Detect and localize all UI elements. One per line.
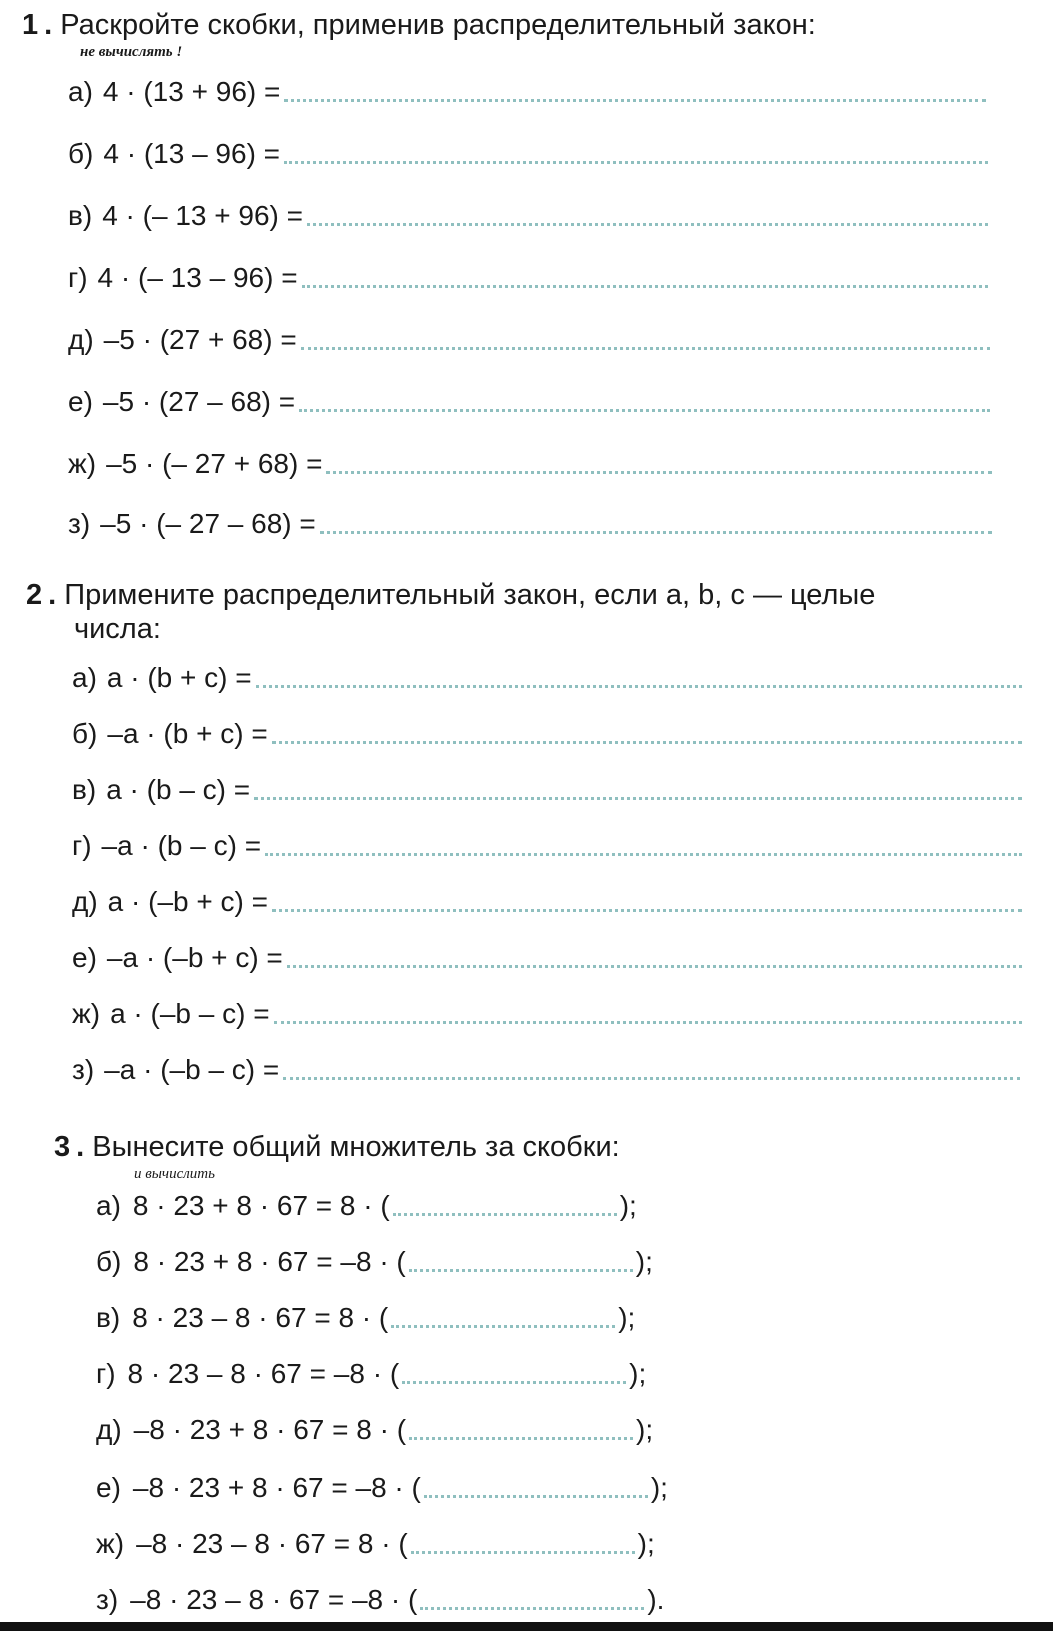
item-expression: 8 · 23 – 8 · 67 = 8 · ( [132,1302,389,1333]
item-label: в) [96,1302,121,1333]
task1-title-text: Раскройте скобки, применив распределительный закон: [60,9,816,41]
answer-line[interactable] [302,285,988,288]
answer-line[interactable] [283,1077,1020,1080]
task1-item-b [68,134,988,170]
task3-title-text: Вынесите общий множитель за скобки: [92,1131,620,1163]
item-end: ); [650,1472,668,1503]
item-expression: 4 · (– 13 + 96) = [102,200,303,231]
task1-item-v [68,196,988,232]
task3-note: и вычислить [134,1166,215,1182]
item-expression: 4 · (13 + 96) = [102,76,281,107]
item-label: д) [96,1414,122,1445]
answer-line[interactable] [391,1325,615,1328]
item-expression: –5 · (27 – 68) = [102,386,296,417]
item-label: в) [72,774,97,805]
answer-line[interactable] [326,471,992,474]
item-end: ); [636,1414,654,1445]
task1-item-g [68,258,988,294]
task1-item-e [68,382,990,418]
answer-line[interactable] [301,347,990,350]
task3-item-d [96,1410,653,1446]
answer-line[interactable] [254,797,1022,800]
item-expression: –8 · 23 + 8 · 67 = –8 · ( [132,1472,421,1503]
item-expression: a · (–b + c) = [107,886,268,917]
answer-line[interactable] [272,741,1022,744]
task2-item-z [72,1050,1020,1086]
item-label: б) [72,718,98,749]
item-end: ); [635,1246,653,1277]
item-expression: –5 · (27 + 68) = [103,324,297,355]
item-expression: 8 · 23 – 8 · 67 = –8 · ( [127,1358,400,1389]
task1-item-z [68,504,992,540]
item-label: б) [96,1246,122,1277]
item-label: а) [68,76,93,107]
task2-item-e [72,938,1022,974]
task3-item-a [96,1186,637,1222]
item-label: д) [68,324,94,355]
item-end: ); [637,1528,655,1559]
item-label: ж) [72,998,101,1029]
item-expression: 8 · 23 + 8 · 67 = 8 · ( [132,1190,390,1221]
task1-item-a [68,72,986,108]
answer-line[interactable] [299,409,990,412]
task1-number: 1 [22,9,39,41]
task3-item-g [96,1354,646,1390]
task3-number: 3 [54,1131,71,1163]
item-label: е) [96,1472,121,1503]
answer-line[interactable] [307,223,988,226]
item-expression: 4 · (– 13 – 96) = [97,262,298,293]
item-expression: –8 · 23 – 8 · 67 = 8 · ( [136,1528,408,1559]
task1-title: 1 . Раскройте скобки, применив распределительный закон: [22,9,816,41]
answer-line[interactable] [409,1269,633,1272]
answer-line[interactable] [284,161,988,164]
item-expression: –a · (b + c) = [107,718,268,749]
item-label: ж) [96,1528,125,1559]
answer-line[interactable] [393,1213,617,1216]
item-label: е) [68,386,93,417]
item-label: г) [96,1358,116,1389]
item-expression: –a · (b – c) = [101,830,262,861]
item-expression: –a · (–b – c) = [104,1054,280,1085]
item-expression: –a · (–b + c) = [106,942,283,973]
task2-number: 2 [26,579,43,611]
item-end: ); [629,1358,647,1389]
answer-line[interactable] [424,1495,648,1498]
item-label: в) [68,200,93,231]
task3-item-b [96,1242,653,1278]
answer-line[interactable] [287,965,1022,968]
item-expression: 8 · 23 + 8 · 67 = –8 · ( [133,1246,406,1277]
task2-item-a [72,658,1022,694]
item-end: ). [647,1584,665,1615]
item-label: з) [72,1054,95,1085]
answer-line[interactable] [265,853,1022,856]
task3-item-v [96,1298,635,1334]
task3-item-e [96,1468,668,1504]
task2-item-b [72,714,1022,750]
item-expression: –8 · 23 – 8 · 67 = –8 · ( [130,1584,418,1615]
item-label: а) [96,1190,121,1221]
item-label: з) [96,1584,119,1615]
answer-line[interactable] [256,685,1022,688]
item-expression: –5 · (– 27 – 68) = [100,508,316,539]
task3-title: 3 . Вынесите общий множитель за скобки: [54,1131,620,1163]
task2-item-g [72,826,1022,862]
answer-line[interactable] [402,1381,626,1384]
answer-line[interactable] [320,531,992,534]
item-label: г) [68,262,88,293]
page-bottom-edge [0,1622,1053,1631]
task1-item-zh [68,444,992,480]
task2-title-continued [74,612,161,646]
task2-title-line2: числа: [74,613,161,645]
item-expression: a · (–b – c) = [110,998,270,1029]
item-expression: –8 · 23 + 8 · 67 = 8 · ( [133,1414,407,1445]
answer-line[interactable] [409,1437,633,1440]
task2-item-zh [72,994,1022,1030]
answer-line[interactable] [272,909,1022,912]
answer-line[interactable] [420,1607,644,1610]
item-expression: 4 · (13 – 96) = [103,138,281,169]
item-label: е) [72,942,97,973]
item-end: ); [618,1302,636,1333]
item-label: б) [68,138,94,169]
item-end: ); [619,1190,637,1221]
task2-title: 2 . Примените распределительный закон, если a, b, c — целые [26,579,876,611]
item-label: г) [72,830,92,861]
item-label: д) [72,886,98,917]
item-label: з) [68,508,91,539]
item-expression: a · (b – c) = [106,774,251,805]
task3-item-zh [96,1524,655,1560]
item-label: а) [72,662,97,693]
task1-item-d [68,320,990,356]
item-label: ж) [68,448,97,479]
task1-note: не вычислять ! [80,44,183,60]
task2-item-v [72,770,1022,806]
task3-item-z [96,1580,664,1616]
answer-line[interactable] [284,99,986,102]
answer-line[interactable] [274,1021,1022,1024]
task2-title-line1: Примените распределительный закон, если a, b, c — целые [64,579,876,611]
answer-line[interactable] [411,1551,635,1554]
item-expression: a · (b + c) = [106,662,252,693]
item-expression: –5 · (– 27 + 68) = [106,448,323,479]
task2-item-d [72,882,1022,918]
